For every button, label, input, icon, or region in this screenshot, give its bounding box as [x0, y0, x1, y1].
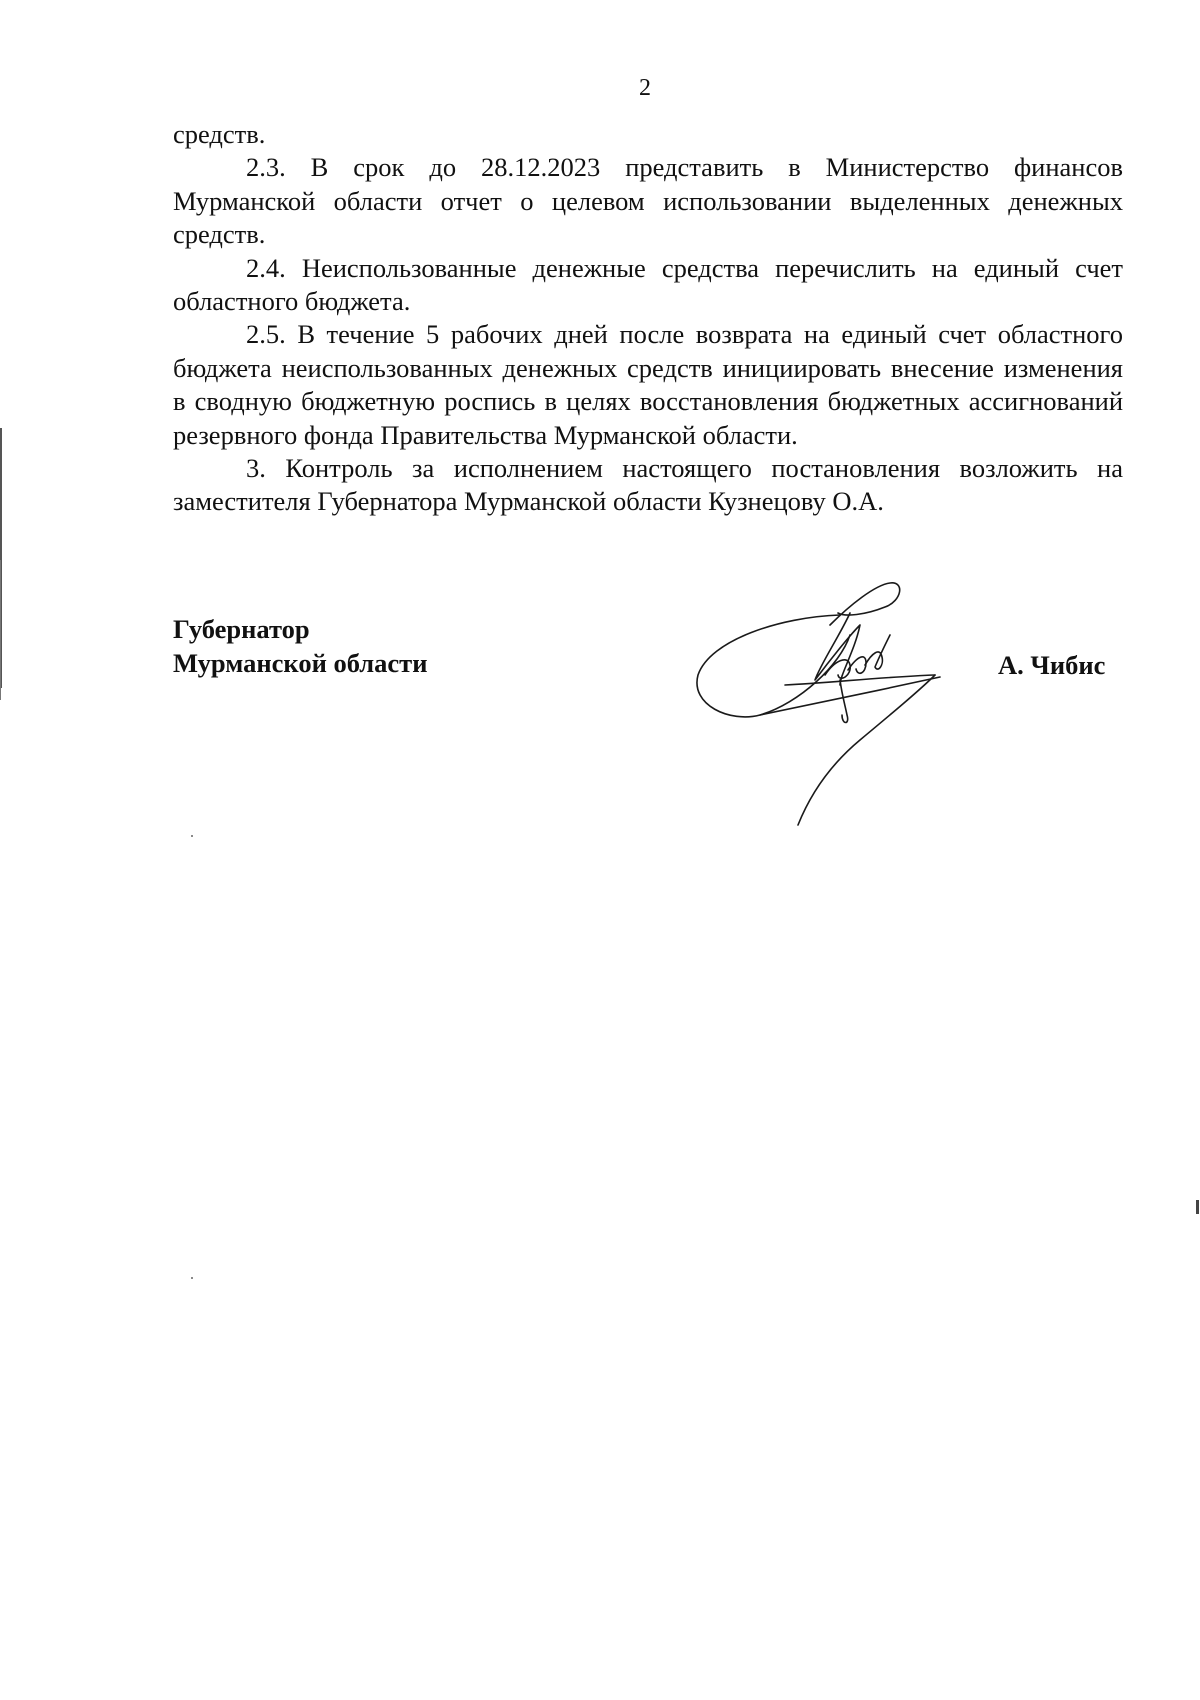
- signer-name: А. Чибис: [998, 650, 1106, 680]
- signatory-position: [173, 612, 427, 680]
- paragraph-continuation: средств.: [173, 119, 266, 149]
- page-number: 2: [639, 75, 651, 101]
- scan-dot: [191, 1277, 193, 1279]
- handwritten-signature: [690, 565, 1010, 835]
- paragraph-2-5: 2.5. В течение 5 рабочих дней после возврата на единый счет областного бюджета неиспользованных денежных средств инициировать внесение изменения в сводную бюджетную роспись в целях восстановления бюджетных ассигнований резервного фонда Правительства Мурманской области.: [173, 319, 1123, 450]
- scan-edge-mark: [0, 560, 1, 700]
- signatory-region: Мурманской области: [173, 648, 428, 678]
- paragraph-2-4: 2.4. Неиспользованные денежные средства перечислить на единый счет областного бюджета.: [173, 252, 1123, 317]
- signatory-title: Губернатор: [173, 614, 310, 644]
- document-body: [173, 118, 1123, 519]
- paragraph-3: 3. Контроль за исполнением настоящего постановления возложить на заместителя Губернатора Мурманской области Кузнецову О.А.: [173, 453, 1123, 517]
- scan-dot: [191, 835, 193, 837]
- scan-edge-mark: [1196, 1200, 1199, 1214]
- paragraph-2-3: 2.3. В срок до 28.12.2023 представить в Министерство финансов Мурманской области отчет о целевом использовании выделенных денежных средств.: [173, 152, 1123, 250]
